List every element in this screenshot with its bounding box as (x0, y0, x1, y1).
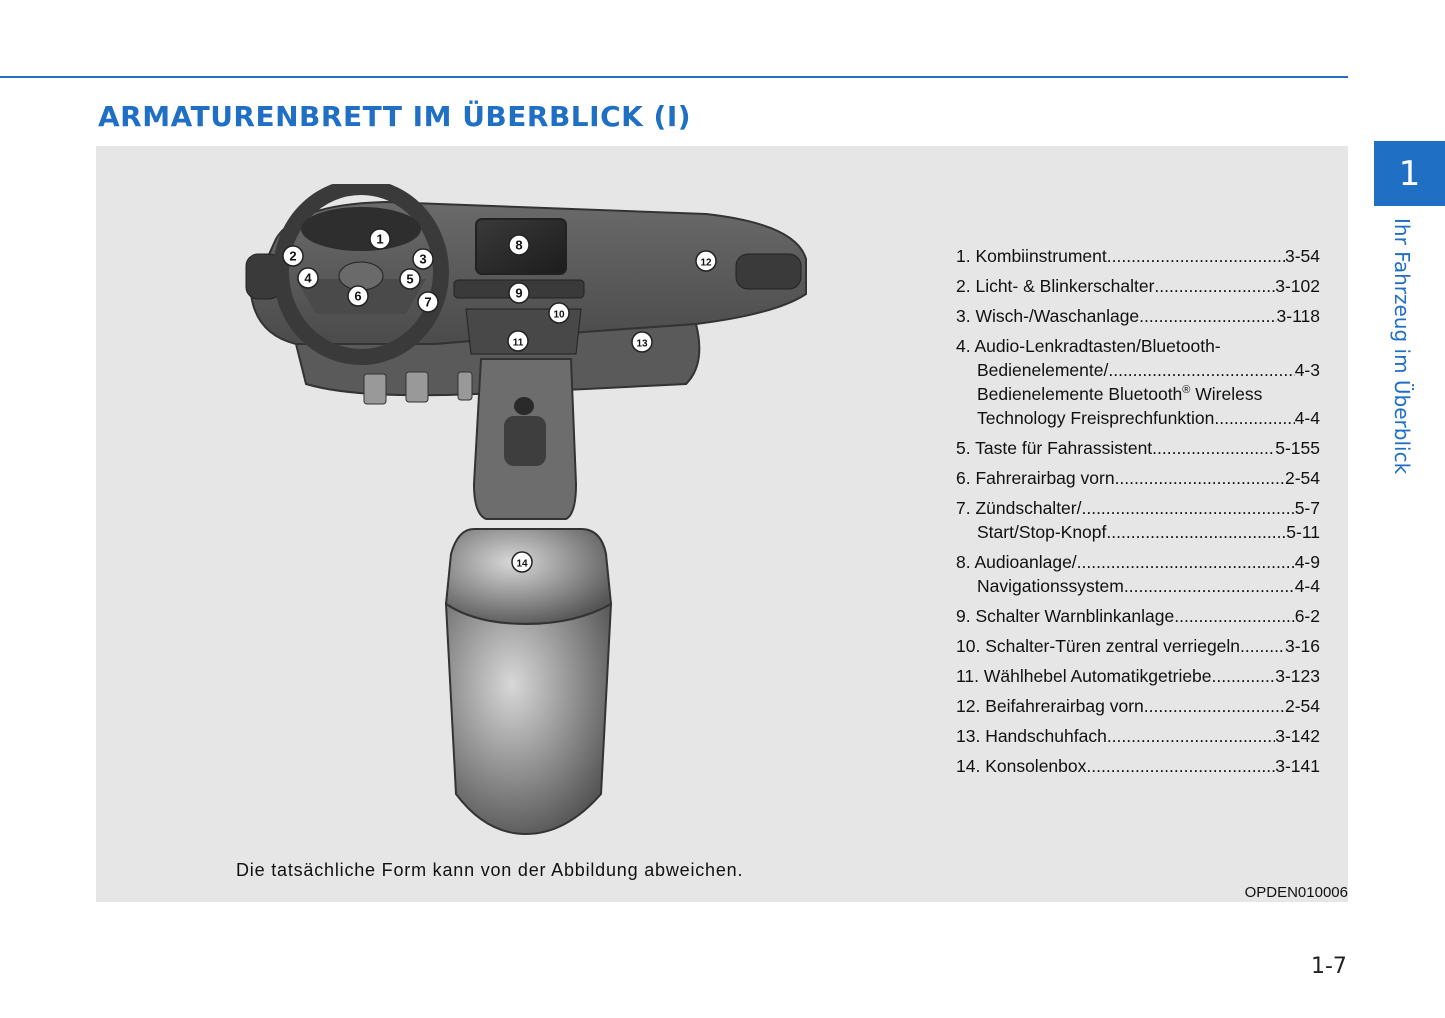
right-vent (736, 254, 801, 289)
callout-label: 13 (636, 338, 648, 350)
callout-6 (348, 286, 368, 306)
list-item: 2. Licht- & Blinkerschalter ..... 3-102 (956, 274, 1320, 298)
gear-boot (504, 416, 546, 466)
pedal (364, 374, 386, 404)
list-item: 5. Taste für Fahrassistent ..... 5-155 (956, 436, 1320, 460)
list-item: 6. Fahrerairbag vorn ..... 2-54 (956, 466, 1320, 490)
gear-knob (514, 397, 534, 415)
illustration-panel (96, 146, 1348, 902)
callout-10 (549, 303, 569, 323)
page-number: 1-7 (1311, 954, 1347, 979)
callout-5 (400, 269, 420, 289)
console-lid (446, 529, 611, 624)
callout-4 (298, 268, 318, 288)
callout-14 (512, 552, 532, 572)
chapter-tab[interactable] (1374, 141, 1445, 206)
list-item: 8. Audioanlage/ ..... 4-9 Navigationssystem ..... 4-4 (956, 550, 1320, 598)
dashboard-illustration (236, 184, 816, 844)
list-item: 9. Schalter Warnblinkanlage ..... 6-2 (956, 604, 1320, 628)
console-body (446, 604, 611, 834)
component-list (956, 244, 1320, 784)
callout-label: 3 (419, 251, 427, 267)
list-item: 4. Audio-Lenkradtasten/Bluetooth- Bedienelemente/ ..... 4-3 Bedienelemente Bluetooth® Wireless Technology Freisprechfunktion ..... 4-4 (956, 334, 1320, 430)
callout-9 (509, 283, 529, 303)
callout-label: 11 (512, 337, 524, 349)
callout-label: 9 (515, 285, 523, 301)
list-item: 10. Schalter-Türen zentral verriegeln ..... 3-16 (956, 634, 1320, 658)
callout-label: 14 (516, 558, 528, 570)
callout-label: 2 (289, 248, 297, 264)
callout-label: 10 (553, 309, 565, 321)
list-item: 11. Wählhebel Automatikgetriebe ..... 3-123 (956, 664, 1320, 688)
page-title: ARMATURENBRETT IM ÜBERBLICK (I) (98, 100, 692, 133)
list-item: 1. Kombiinstrument ..... 3-54 (956, 244, 1320, 268)
list-item: 13. Handschuhfach ..... 3-142 (956, 724, 1320, 748)
callout-12 (696, 251, 716, 271)
chapter-label: Ihr Fahrzeug im Überblick (1390, 218, 1414, 475)
callout-8 (509, 235, 529, 255)
callout-7 (418, 292, 438, 312)
callout-2 (283, 246, 303, 266)
callout-3 (413, 249, 433, 269)
pedal (458, 372, 472, 400)
callout-13 (632, 332, 652, 352)
callout-label: 7 (424, 294, 432, 310)
illustration-caption: Die tatsächliche Form kann von der Abbildung abweichen. (236, 860, 744, 880)
callout-label: 8 (515, 237, 523, 253)
callout-label: 1 (376, 231, 384, 247)
image-code: OPDEN010006 (1244, 884, 1348, 901)
list-item: 3. Wisch-/Waschanlage ..... 3-118 (956, 304, 1320, 328)
cluster-hood (301, 207, 421, 251)
callout-label: 6 (354, 288, 362, 304)
pedal (406, 372, 428, 402)
list-item: 7. Zündschalter/ ..... 5-7 Start/Stop-Knopf ..... 5-11 (956, 496, 1320, 544)
header-rule (0, 76, 1348, 78)
chapter-number: 1 (1398, 153, 1421, 194)
callout-label: 5 (406, 271, 414, 287)
callout-label: 4 (304, 270, 312, 286)
callout-label: 12 (700, 257, 712, 269)
list-item: 12. Beifahrerairbag vorn ..... 2-54 (956, 694, 1320, 718)
callout-11 (508, 331, 528, 351)
list-item: 14. Konsolenbox ..... 3-141 (956, 754, 1320, 778)
callout-1 (370, 229, 390, 249)
